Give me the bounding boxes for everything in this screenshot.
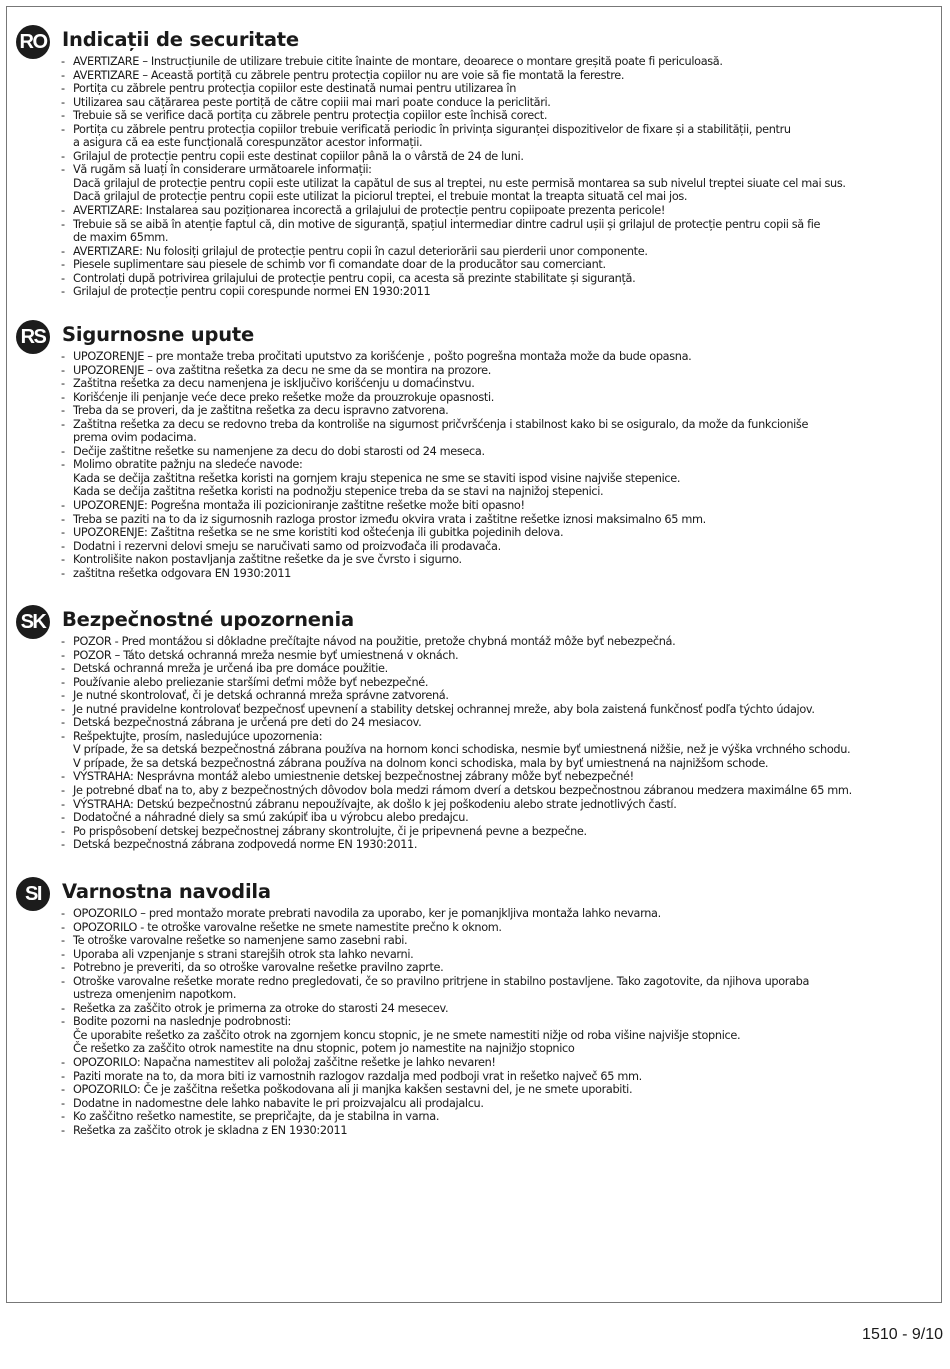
bullet-dash: -: [61, 907, 65, 920]
bullet-dash: -: [61, 675, 65, 689]
bullet-dash: -: [61, 217, 65, 231]
bullet-dash: -: [61, 838, 65, 852]
item-text: Dečije zaštitne rešetke su namenjene za decu do dobi starosti od 24 meseca.: [73, 444, 485, 458]
list-item: [61, 961, 921, 975]
bullet-dash: -: [61, 417, 65, 431]
item-text: Rešpektujte, prosím, nasledujúce upozornenia:: [73, 729, 323, 743]
item-text: VÝSTRAHA: Nesprávna montáž alebo umiestnenie detskej bezpečnostnej zábrany môže byť nebezpečné!: [73, 770, 634, 784]
item-text: Po prispôsobení detskej bezpečnostnej zábrany skontrolujte, či je pripevnená pevne a bezpečne.: [73, 824, 587, 838]
item-continuation: V prípade, že sa detská bezpečnostná zábrana používa na dolnom konci schodiska, mala by byť umiestnená na najnižšom schode.: [73, 756, 769, 770]
bullet-dash: -: [61, 702, 65, 716]
instruction-list-ro: [61, 55, 921, 299]
item-text: AVERTIZARE – Instrucțiunile de utilizare trebuie citite înainte de montare, deoarece o montare greșită poate fi periculoasă.: [73, 55, 723, 68]
list-item: [61, 811, 921, 825]
item-text: Otroške varovalne rešetke morate redno pregledovati, če so pravilno pritrjene in stabilno postavljene. Tako zagotovite, da njihova uporaba: [73, 974, 810, 988]
item-text: Paziti morate na to, da mora biti iz varnostnih razlogov razdalja med podboji vrat in rešetko največ 65 mm.: [73, 1069, 642, 1083]
item-text: Korišćenje ili penjanje veće dece preko rešetke može da prouzrokuje opasnosti.: [73, 390, 495, 404]
list-item: [61, 838, 921, 852]
item-text: Rešetka za zaščito otrok je primerna za otroke do starosti 24 mesecev.: [73, 1001, 449, 1015]
instruction-list-sk: [61, 635, 921, 852]
item-text: Detská ochranná mreža je určená iba pre domáce použitie.: [73, 662, 388, 676]
list-item: [61, 1110, 921, 1124]
bullet-dash: -: [61, 811, 65, 825]
item-text: Piesele suplimentare sau piesele de schimb vor fi comandate doar de la producător sau comerciant.: [73, 258, 606, 272]
bullet-dash: -: [61, 947, 65, 961]
section-title-si: Varnostna navodila: [62, 880, 271, 903]
bullet-dash: -: [61, 934, 65, 948]
list-item: [61, 109, 921, 123]
item-text: Utilizarea sau cățărarea peste portiță de către copiii mai mari poate conduce la periclitări.: [73, 95, 551, 109]
item-text: zaštitna rešetka odgovara EN 1930:2011: [73, 566, 291, 580]
bullet-dash: -: [61, 716, 65, 730]
language-badge-ro: RO: [16, 25, 50, 59]
list-item: [61, 703, 921, 717]
instruction-list-si: [61, 907, 921, 1137]
list-item: [61, 1070, 921, 1084]
list-item: [61, 499, 921, 513]
list-item: [61, 404, 921, 418]
bullet-dash: -: [61, 566, 65, 580]
item-text: Treba se paziti na to da iz sigurnosnih razloga prostor između okvira vrata i zaštitne rešetke iznosi maksimalno 65 mm.: [73, 512, 706, 526]
bullet-dash: -: [61, 920, 65, 934]
section-title-sk: Bezpečnostné upozornenia: [62, 608, 354, 631]
list-item: [61, 1056, 921, 1070]
list-item: [61, 770, 921, 784]
item-continuation: Če rešetko za zaščito otrok namestite na dnu stopnic, potem jo namestite na najnižjo stopnico: [73, 1042, 575, 1056]
item-text: Treba da se proveri, da je zaštitna rešetka za decu ispravno zatvorena.: [73, 404, 449, 418]
list-item: [61, 364, 921, 378]
bullet-dash: -: [61, 122, 65, 136]
item-text: VÝSTRAHA: Detskú bezpečnostnú zábranu nepoužívajte, ak došlo k jej poškodeniu alebo strate jednotlivých častí.: [73, 797, 677, 811]
bullet-dash: -: [61, 244, 65, 258]
list-item: [61, 948, 921, 962]
bullet-dash: -: [61, 770, 65, 784]
bullet-dash: -: [61, 797, 65, 811]
bullet-dash: -: [61, 1069, 65, 1083]
bullet-dash: -: [61, 1096, 65, 1110]
bullet-dash: -: [61, 784, 65, 798]
item-text: UPOZORENJE – pre montaže treba pročitati uputstvo za korišćenje , pošto pogrešna montaža može da bude opasna.: [73, 350, 692, 363]
list-item: [61, 526, 921, 540]
bullet-dash: -: [61, 163, 65, 177]
list-item: [61, 907, 921, 921]
item-text: Te otroške varovalne rešetke so namenjene samo zasebni rabi.: [73, 934, 408, 948]
list-item: [61, 1124, 921, 1138]
section-title-rs: Sigurnosne upute: [62, 323, 255, 346]
list-item: [61, 350, 921, 364]
item-text: Kontrolišite nakon postavljanja zaštitne rešetke da je sve čvrsto i sigurno.: [73, 553, 462, 567]
list-item: [61, 567, 921, 581]
bullet-dash: -: [61, 553, 65, 567]
bullet-dash: -: [61, 363, 65, 377]
bullet-dash: -: [61, 635, 65, 648]
bullet-dash: -: [61, 350, 65, 363]
bullet-dash: -: [61, 444, 65, 458]
item-continuation: Dacă grilajul de protecție pentru copii este utilizat la capătul de sus al treptei, nu este permisă montarea sa sub nivelul treptei siuate cel mai sus.: [73, 176, 846, 190]
list-item: [61, 55, 921, 69]
list-item: [61, 975, 921, 1002]
item-continuation: Če uporabite rešetko za zaščito otrok na zgornjem koncu stopnic, je ne smete namestiti nižje od roba višine najvišje stopnice.: [73, 1028, 741, 1042]
bullet-dash: -: [61, 82, 65, 96]
item-text: Dodatni i rezervni delovi smeju se naručivati samo od proizvođača ili prodavača.: [73, 539, 501, 553]
item-text: Bodite pozorni na naslednje podrobnosti:: [73, 1015, 292, 1029]
item-text: OPOZORILO – pred montažo morate prebrati navodila za uporabo, ker je pomanjkljiva montaža lahko nevarna.: [73, 907, 661, 920]
bullet-dash: -: [61, 1015, 65, 1029]
language-badge-si: SI: [16, 877, 50, 911]
list-item: [61, 391, 921, 405]
item-text: UPOZORENJE: Pogrešna montaža ili pozicioniranje zaštitne rešetke može biti opasno!: [73, 499, 525, 513]
bullet-dash: -: [61, 404, 65, 418]
bullet-dash: -: [61, 648, 65, 662]
list-item: [61, 513, 921, 527]
item-continuation: Kada se dečija zaštitna rešetka koristi na gornjem kraju stepenica ne sme se staviti ispod visine najviše stepenice.: [73, 471, 681, 485]
list-item: [61, 676, 921, 690]
item-text: Dodatne in nadomestne dele lahko nabavite le pri proizvajalcu ali prodajalcu.: [73, 1096, 484, 1110]
instruction-list-rs: [61, 350, 921, 580]
item-text: Detská bezpečnostná zábrana je určená pre deti do 24 mesiacov.: [73, 716, 422, 730]
item-text: Detská bezpečnostná zábrana zodpovedá norme EN 1930:2011.: [73, 838, 418, 852]
list-item: [61, 825, 921, 839]
list-item: [61, 662, 921, 676]
item-text: AVERTIZARE: Instalarea sau poziționarea incorectă a grilajului de protecție pentru copiipoate prezenta pericole!: [73, 204, 666, 218]
item-text: Používanie alebo preliezanie staršími deťmi môže byť nebezpečné.: [73, 675, 429, 689]
item-text: Je nutné pravidelne kontrolovať bezpečnosť upevnení a stability detskej ochrannej mreže, aby bola zaistená funkčnosť podľa týchto údajov.: [73, 702, 815, 716]
list-item: [61, 1015, 921, 1056]
list-item: [61, 784, 921, 798]
bullet-dash: -: [61, 974, 65, 988]
language-badge-rs: RS: [16, 320, 50, 354]
item-text: POZOR – Táto detská ochranná mreža nesmie byť umiestnená v oknách.: [73, 648, 459, 662]
bullet-dash: -: [61, 390, 65, 404]
bullet-dash: -: [61, 68, 65, 82]
bullet-dash: -: [61, 1110, 65, 1124]
list-item: [61, 689, 921, 703]
item-text: OPOZORILO: Če je zaščitna rešetka poškodovana ali ji manjka kakšen sestavni del, je ne smete uporabiti.: [73, 1083, 633, 1097]
item-text: UPOZORENJE: Zaštitna rešetka se ne sme koristiti kod oštećenja ili gubitka pojedinih delova.: [73, 526, 564, 540]
list-item: [61, 204, 921, 218]
bullet-dash: -: [61, 539, 65, 553]
bullet-dash: -: [61, 109, 65, 123]
item-text: POZOR - Pred montážou si dôkladne prečítajte návod na použitie, pretože chybná montáž môže byť nebezpečná.: [73, 635, 676, 648]
list-item: [61, 218, 921, 245]
bullet-dash: -: [61, 526, 65, 540]
bullet-dash: -: [61, 55, 65, 68]
list-item: [61, 377, 921, 391]
item-text: Molimo obratite pažnju na sledeće navode:: [73, 458, 303, 472]
list-item: [61, 123, 921, 150]
list-item: [61, 445, 921, 459]
list-item: [61, 272, 921, 286]
item-text: Trebuie să se aibă în atenție faptul că, din motive de siguranță, spațiul intermediar dintre cadrul ușii și grilajul de protecție pentru copii să fie: [73, 217, 821, 231]
item-text: Portița cu zăbrele pentru protecția copiilor este destinată numai pentru utilizarea în: [73, 82, 517, 96]
list-item: [61, 1097, 921, 1111]
item-text: Je nutné skontrolovať, či je detská ochranná mreža správne zatvorená.: [73, 689, 449, 703]
bullet-dash: -: [61, 149, 65, 163]
list-item: [61, 1083, 921, 1097]
item-continuation: a asigura că ea este funcțională corespunzător acestor informații.: [73, 136, 423, 150]
item-text: Portița cu zăbrele pentru protecția copiilor trebuie verificată periodic în privința siguranței dispozitivelor de fixare și a stabilității, pentru: [73, 122, 791, 136]
item-text: Rešetka za zaščito otrok je skladna z EN 1930:2011: [73, 1123, 348, 1137]
list-item: [61, 921, 921, 935]
item-text: AVERTIZARE – Această portiță cu zăbrele pentru protecția copiilor nu are voie să fie montată la ferestre.: [73, 68, 625, 82]
bullet-dash: -: [61, 285, 65, 299]
bullet-dash: -: [61, 689, 65, 703]
item-continuation: Dacă grilajul de protecție pentru copii este utilizat la piciorul treptei, el trebuie montat la treapta situată cel mai jos.: [73, 190, 688, 204]
list-item: [61, 69, 921, 83]
list-item: [61, 82, 921, 96]
list-item: [61, 418, 921, 445]
bullet-dash: -: [61, 271, 65, 285]
item-text: Controlați după potrivirea grilajului de protecție pentru copii, ca acesta să prezinte stabilitate și siguranță.: [73, 271, 636, 285]
list-item: [61, 163, 921, 204]
list-item: [61, 649, 921, 663]
bullet-dash: -: [61, 512, 65, 526]
bullet-dash: -: [61, 662, 65, 676]
bullet-dash: -: [61, 1001, 65, 1015]
item-continuation: ustreza omenjenim napotkom.: [73, 988, 237, 1002]
item-text: Zaštitna rešetka za decu se redovno treba da kontroliše na sigurnost pričvršćenja i stabilnost kako bi se osiguralo, da može da funkcioniše: [73, 417, 809, 431]
list-item: [61, 458, 921, 499]
item-text: Grilajul de protecție pentru copii corespunde normei EN 1930:2011: [73, 285, 431, 299]
item-continuation: prema ovim podacima.: [73, 431, 197, 445]
list-item: [61, 1002, 921, 1016]
bullet-dash: -: [61, 1056, 65, 1070]
bullet-dash: -: [61, 377, 65, 391]
page-number: 1510 - 9/10: [862, 1326, 943, 1343]
bullet-dash: -: [61, 1123, 65, 1137]
item-text: Je potrebné dbať na to, aby z bezpečnostných dôvodov bola medzi rámom dverí a detskou bezpečnostnou zábranou medzera maximálne 65 mm.: [73, 784, 852, 798]
item-text: OPOZORILO - te otroške varovalne rešetke ne smete namestite prečno k oknom.: [73, 920, 502, 934]
bullet-dash: -: [61, 729, 65, 743]
item-continuation: de maxim 65mm.: [73, 231, 169, 245]
item-text: Potrebno je preveriti, da so otroške varovalne rešetke pravilno zaprte.: [73, 961, 444, 975]
list-item: [61, 245, 921, 259]
item-text: Uporaba ali vzpenjanje s strani starejših otrok sta lahko nevarni.: [73, 947, 414, 961]
list-item: [61, 635, 921, 649]
list-item: [61, 730, 921, 771]
bullet-dash: -: [61, 95, 65, 109]
list-item: [61, 258, 921, 272]
item-text: Zaštitna rešetka za decu namenjena je isključivo korišćenju u domaćinstvu.: [73, 377, 475, 391]
item-continuation: Kada se dečija zaštitna rešetka koristi na podnožju stepenice treba da se stavi na najnižoj stepenici.: [73, 485, 604, 499]
item-text: Dodatočné a náhradné diely sa smú zakúpiť iba u výrobcu alebo predajcu.: [73, 811, 469, 825]
language-badge-sk: SK: [16, 605, 50, 639]
item-text: OPOZORILO: Napačna namestitev ali položaj zaščitne rešetke je lahko nevaren!: [73, 1056, 496, 1070]
item-text: UPOZORENJE – ova zaštitna rešetka za decu ne sme da se montira na prozore.: [73, 363, 491, 377]
bullet-dash: -: [61, 1083, 65, 1097]
bullet-dash: -: [61, 204, 65, 218]
bullet-dash: -: [61, 499, 65, 513]
bullet-dash: -: [61, 961, 65, 975]
bullet-dash: -: [61, 458, 65, 472]
list-item: [61, 150, 921, 164]
list-item: [61, 540, 921, 554]
list-item: [61, 716, 921, 730]
list-item: [61, 96, 921, 110]
list-item: [61, 285, 921, 299]
list-item: [61, 934, 921, 948]
item-text: Ko zaščitno rešetko namestite, se prepričajte, da je stabilna in varna.: [73, 1110, 440, 1124]
list-item: [61, 798, 921, 812]
item-continuation: V prípade, že sa detská bezpečnostná zábrana používa na hornom konci schodiska, nesmie byť umiestnená nižšie, než je výška vrchného schodu.: [73, 743, 851, 757]
list-item: [61, 553, 921, 567]
section-title-ro: Indicații de securitate: [62, 28, 299, 51]
item-text: Grilajul de protecție pentru copii este destinat copiilor până la o vârstă de 24 de luni.: [73, 149, 524, 163]
item-text: AVERTIZARE: Nu folosiți grilajul de protecție pentru copii în cazul deteriorării sau pierderii unor componente.: [73, 244, 648, 258]
bullet-dash: -: [61, 258, 65, 272]
bullet-dash: -: [61, 824, 65, 838]
item-text: Trebuie să se verifice dacă portița cu zăbrele pentru protecția copiilor este închisă corect.: [73, 109, 548, 123]
item-text: Vă rugăm să luați în considerare următoarele informații:: [73, 163, 372, 177]
